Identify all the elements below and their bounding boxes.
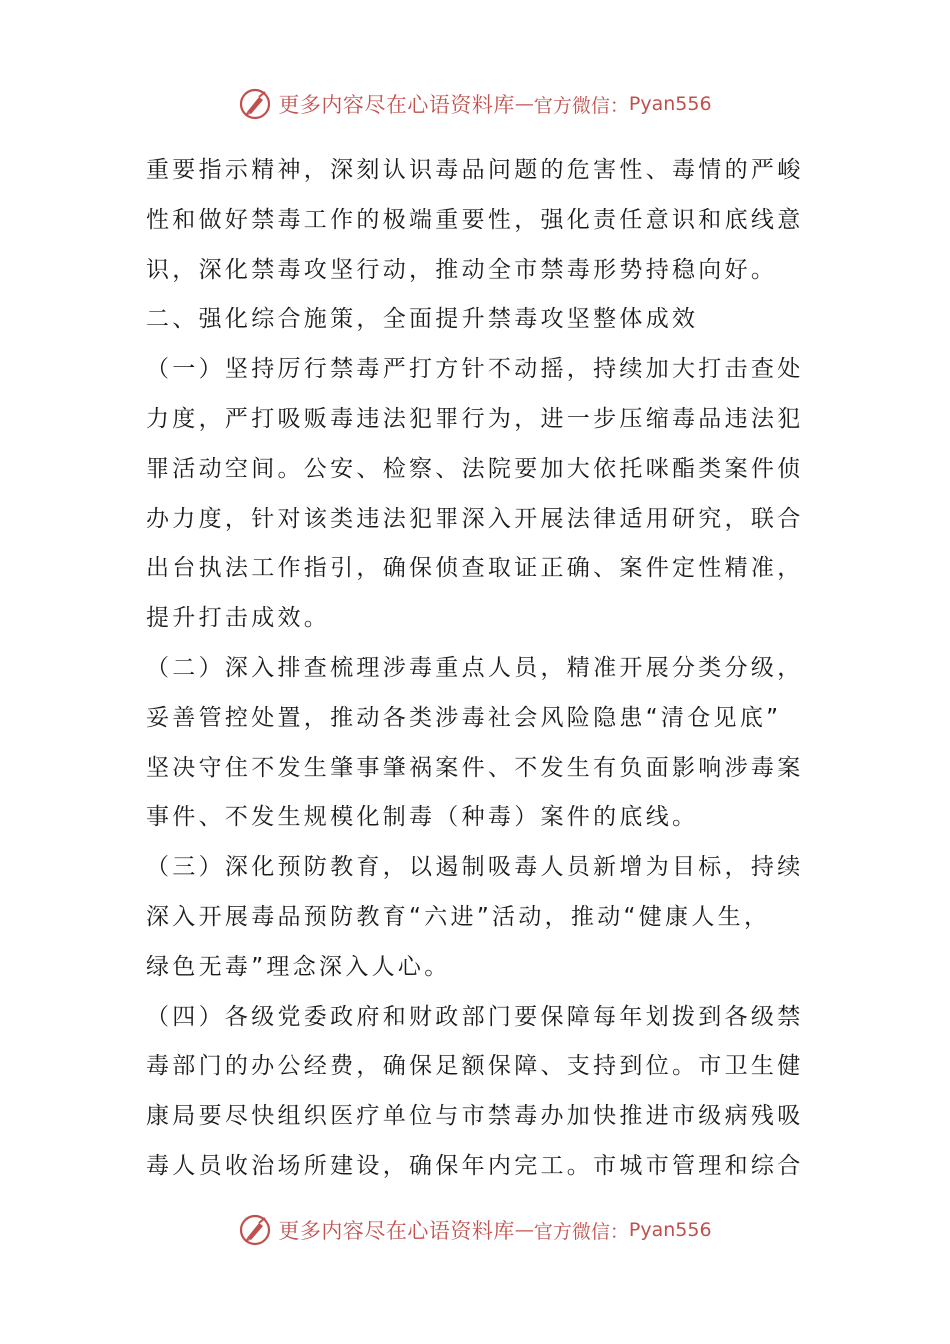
banner-dash: —: [514, 93, 534, 115]
text-line: （四）各级党委政府和财政部门要保障每年划拨到各级禁: [146, 1003, 804, 1030]
text-line: （一）坚持厉行禁毒严打方针不动摇，持续加大打击查处: [146, 356, 804, 383]
text-line: 事件、不发生规模化制毒（种毒）案件的底线。: [146, 804, 699, 831]
text-line: （三）深化预防教育，以遏制吸毒人员新增为目标，持续: [146, 854, 804, 881]
banner-wechat-id: Pyan556: [628, 1219, 712, 1241]
text-line: 绿色无毒”理念深入人心。: [146, 953, 451, 980]
text-line: 重要指示精神，深刻认识毒品问题的危害性、毒情的严峻: [146, 157, 804, 183]
pen-nib-logo-icon: [238, 1213, 272, 1247]
banner-sub-text: 官方微信：: [533, 1220, 629, 1243]
banner-dash: —: [514, 1219, 534, 1241]
text-line: 性和做好禁毒工作的极端重要性，强化责任意识和底线意: [146, 206, 804, 233]
text-line: 康局要尽快组织医疗单位与市禁毒办加快推进市级病残吸: [146, 1103, 804, 1130]
text-line: （二）深入排查梳理涉毒重点人员，精准开展分类分级，: [146, 654, 804, 681]
banner-main-text: 更多内容尽在心语资料库: [278, 1219, 515, 1243]
text-line: 坚决守住不发生肇事肇祸案件、不发生有负面影响涉毒案: [146, 754, 804, 781]
footer-banner: [0, 1208, 950, 1252]
text-line: 提升打击成效。: [146, 605, 331, 632]
text-line: 罪活动空间。公安、检察、法院要加大依托咪酯类案件侦: [146, 455, 804, 482]
text-line: 力度，严打吸贩毒违法犯罪行为，进一步压缩毒品违法犯: [146, 405, 804, 432]
banner-wechat-id: Pyan556: [628, 93, 712, 115]
document-body: [146, 146, 808, 1192]
section-heading: 二、强化综合施策，全面提升禁毒攻坚整体成效: [146, 306, 699, 333]
banner-sub-text: 官方微信：: [533, 94, 629, 117]
banner-main-text: 更多内容尽在心语资料库: [278, 93, 515, 117]
text-line: 妥善管控处置，推动各类涉毒社会风险隐患“清仓见底”: [146, 704, 782, 731]
text-line: 识，深化禁毒攻坚行动，推动全市禁毒形势持稳向好。: [146, 256, 778, 283]
header-banner: [0, 82, 950, 126]
pen-nib-logo-icon: [238, 87, 272, 121]
text-line: 深入开展毒品预防教育“六进”活动，推动“健康人生，: [146, 903, 771, 930]
text-line: 出台执法工作指引，确保侦查取证正确、案件定性精准，: [146, 555, 804, 582]
text-line: 毒部门的办公经费，确保足额保障、支持到位。市卫生健: [146, 1053, 804, 1080]
text-line: 毒人员收治场所建设，确保年内完工。市城市管理和综合: [146, 1152, 804, 1179]
text-line: 办力度，针对该类违法犯罪深入开展法律适用研究，联合: [146, 505, 804, 532]
